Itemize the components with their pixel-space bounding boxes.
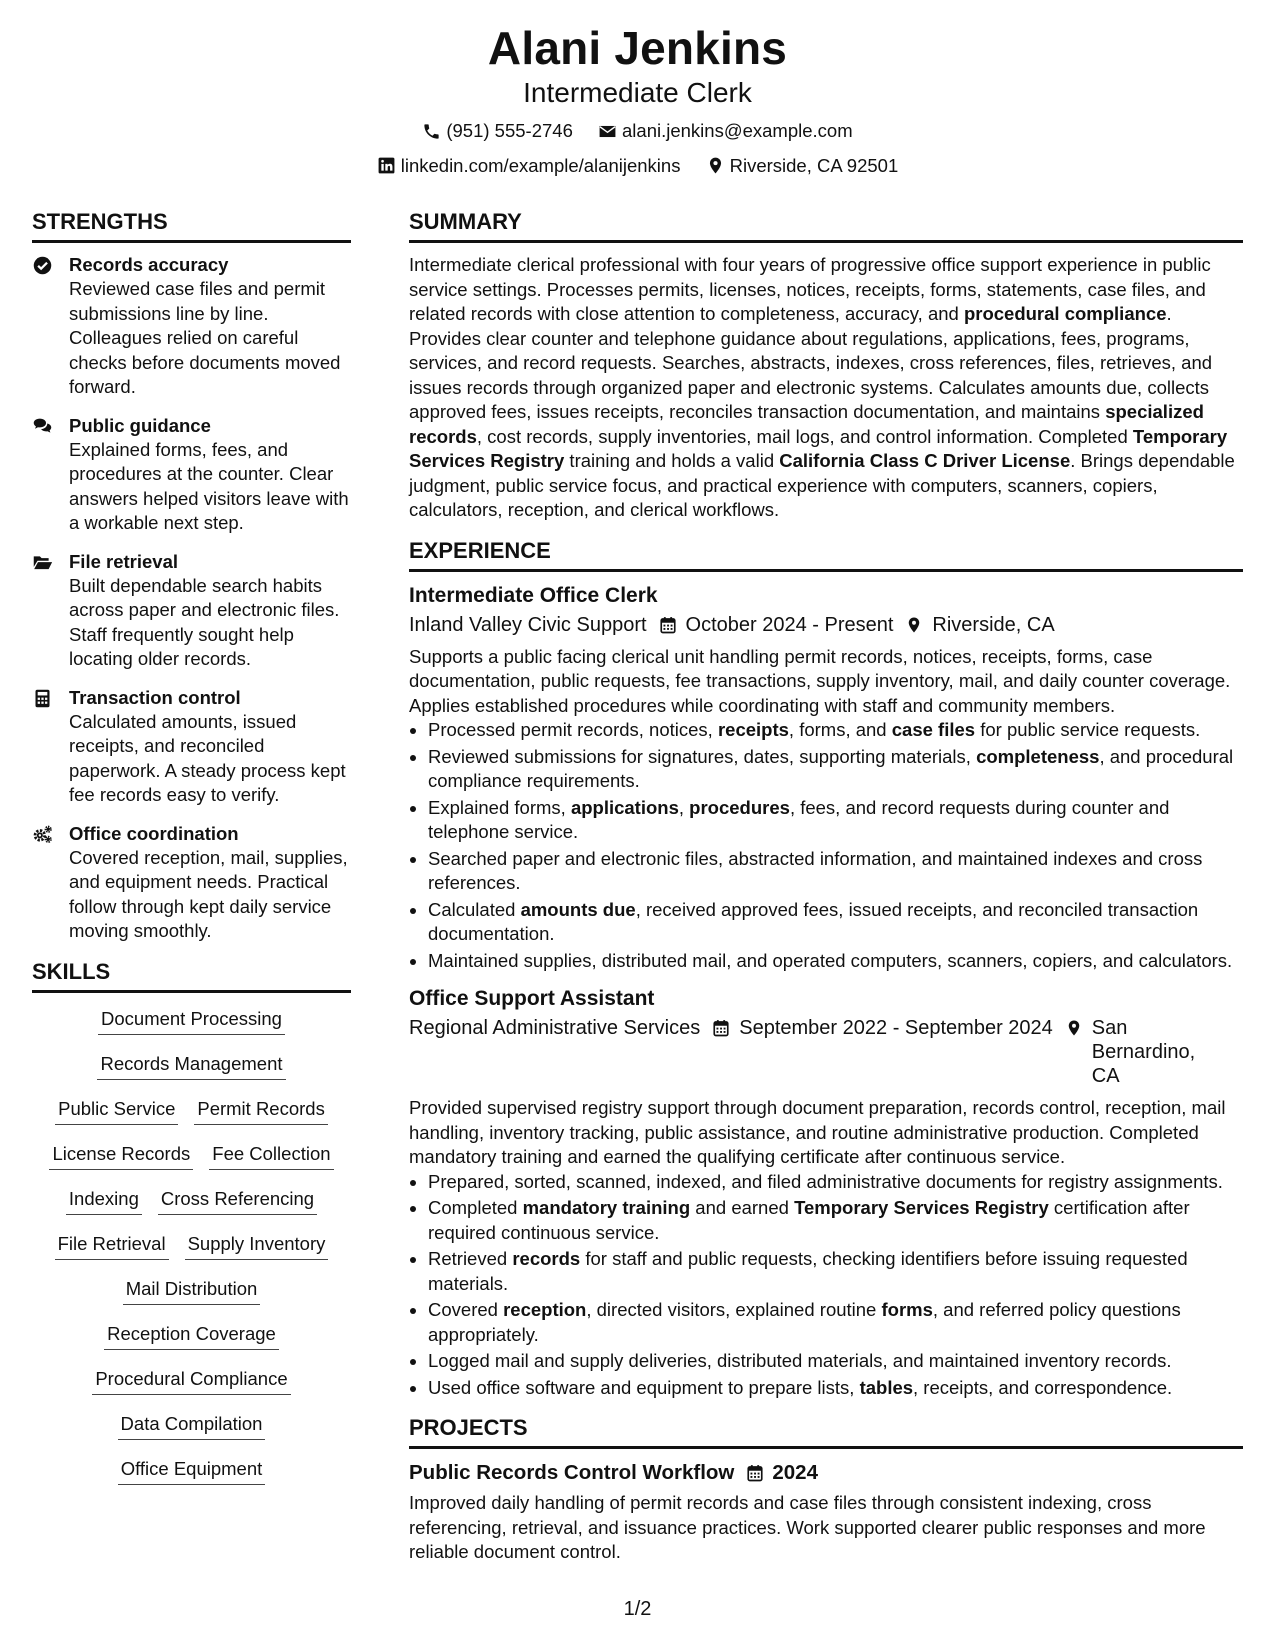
job-bullet [428,1170,1243,1195]
location-contact [706,154,899,178]
text-segment: , forms, and [788,719,892,740]
text-segment: Completed [428,1197,523,1218]
resume-header [0,20,1275,181]
linkedin-text: linkedin.com/example/alanijenkins [400,154,681,176]
skill-tag: Fee Collection [209,1142,333,1170]
text-segment: for staff and public requests, checking identifiers before issuing requested materials. [428,1248,1188,1294]
strength-item [32,414,351,536]
text-segment: , cost records, supply inventories, mail logs, and control information. Completed [476,425,1133,447]
job-dates: October 2024 - Present [685,613,894,636]
skill-tag: Indexing [66,1187,142,1215]
job-bullets [409,1170,1243,1401]
emphasis-text: Temporary Services Registry [794,1197,1049,1218]
contact-row-2 [0,154,1275,182]
text-segment: Explained forms, [428,796,571,818]
skill-row [32,1322,351,1367]
skill-tag: File Retrieval [55,1232,169,1260]
emphasis-text: receipts [717,719,789,740]
folder-open-icon [32,552,53,573]
skill-tag: Supply Inventory [185,1232,329,1260]
project-date: 2024 [772,1461,818,1484]
job-bullet [428,745,1243,794]
summary-heading: SUMMARY [409,208,1243,243]
text-segment: training and holds a valid [564,450,780,471]
emphasis-text: specialized records [409,401,1204,447]
linkedin-contact[interactable] [377,154,681,178]
job-company: Inland Valley Civic Support [409,613,647,636]
text-segment: Maintained supplies, distributed mail, and operated computers, scanners, copiers, and calculators. [428,949,1233,971]
page-number: 1/2 [623,1598,652,1620]
job-entry [409,582,1243,974]
job-bullet [428,718,1243,743]
text-segment: , and procedural compliance requirements. [428,745,1234,791]
emphasis-text: case files [891,719,976,740]
emphasis-text: procedural compliance [963,303,1167,324]
project-description: Improved daily handling of permit records and case files through consistent indexing, cross referencing, retrieval, and issuance practices. Work supported clearer public responses and more reliable document control. [409,1492,1206,1562]
text-segment: , receipts, and correspondence. [913,1376,1173,1398]
phone-icon [422,122,441,141]
emphasis-text: tables [859,1376,914,1398]
text-segment: Calculated [428,898,521,920]
calendar-icon [712,1019,730,1037]
text-segment: , directed visitors, explained routine [586,1299,882,1320]
job-bullet [428,898,1243,947]
linkedin-icon [377,156,396,175]
map-pin-icon [905,616,923,634]
text-segment: Used office software and equipment to prepare lists, [428,1376,860,1398]
check-circle-icon [32,255,53,276]
job-bullets [409,718,1243,973]
emphasis-text: records [512,1248,581,1269]
summary-text [409,253,1243,523]
job-bullet [428,1376,1243,1401]
text-segment: . Provides clear counter and telephone guidance about regulations, applications, fees, programs, services, and record requests. Searches, abstracts, indexes, cross references, files, retrieves, and issues records through organized paper and electronic systems. Calculates amounts due, collects approved fees, issues receipts, reconciles transaction documentation, and maintains [409,303,1213,422]
email-contact[interactable] [598,119,853,143]
job-bullet [428,1349,1243,1374]
skill-tag: Records Management [97,1052,285,1080]
projects-section [409,1414,1243,1565]
strength-item [32,686,351,808]
strength-title: Public guidance [69,414,211,436]
calculator-icon [32,688,53,709]
strength-desc: Covered reception, mail, supplies, and equipment needs. Practical follow through kept daily service moving smoothly. [69,846,348,941]
skill-row [32,1007,351,1052]
skill-tag: Office Equipment [118,1457,266,1485]
skill-tag: Document Processing [98,1007,285,1035]
candidate-headline: Intermediate Clerk [523,77,752,108]
project-entry [409,1459,1243,1565]
skills-section [32,958,351,1502]
strength-desc: Reviewed case files and permit submissions line by line. Colleagues relied on careful checks before documents moved forward. [69,278,341,397]
text-segment: , and referred policy questions appropriately. [428,1299,1181,1345]
strength-item [32,822,351,944]
job-entry [409,985,1243,1400]
gears-icon [32,824,53,845]
text-segment: Searched paper and electronic files, abstracted information, and maintained indexes and cross references. [428,847,1203,893]
skill-row [32,1412,351,1457]
job-company: Regional Administrative Services [409,1017,701,1039]
skill-tag: Procedural Compliance [92,1367,290,1395]
project-title: Public Records Control Workflow [409,1461,735,1484]
job-bullet [428,796,1243,845]
envelope-icon [598,122,617,141]
strength-desc: Calculated amounts, issued receipts, and reconciled paperwork. A steady process kept fee records easy to verify. [69,710,346,805]
job-description: Supports a public facing clerical unit handling permit records, notices, receipts, forms, case documentation, public requests, fee transactions, supply inventory, mail, and daily counter coverage. Applies established procedures while coordinating with staff and community members. [409,645,1231,716]
job-bullet [428,847,1243,896]
skill-tag: Reception Coverage [104,1322,279,1350]
skill-row [32,1142,351,1187]
skill-row [32,1232,351,1277]
strength-item [32,253,351,400]
projects-heading: PROJECTS [409,1414,1243,1449]
skills-heading: SKILLS [32,958,351,993]
skill-row [32,1277,351,1322]
text-segment: Logged mail and supply deliveries, distributed materials, and maintained inventory records. [428,1350,1172,1371]
skill-row [32,1457,351,1502]
job-bullet [428,1196,1243,1245]
location-text: Riverside, CA 92501 [729,154,899,176]
job-description: Provided supervised registry support through document preparation, records control, reception, mail handling, inventory tracking, public assistance, and routine administrative production. Completed mandatory training and earned the qualifying certificate after continuous service. [409,1097,1226,1167]
emphasis-text: completeness [976,745,1100,767]
emphasis-text: forms [881,1299,933,1320]
job-dates: September 2022 - September 2024 [739,1017,1053,1039]
map-pin-icon [706,156,725,175]
strengths-section [32,208,351,944]
emphasis-text: procedures [689,796,790,818]
emphasis-text: reception [503,1299,587,1320]
map-pin-icon [1065,1019,1083,1037]
text-segment: . Brings dependable judgment, public service focus, and practical experience with computers, scanners, copiers, calculators, reception, and clerical workflows. [409,450,1235,520]
candidate-name: Alani Jenkins [487,22,788,74]
email-text: alani.jenkins@example.com [622,120,853,141]
phone-contact[interactable] [422,119,573,143]
job-location: Riverside, CA [932,613,1055,636]
job-bullet [428,1247,1243,1296]
text-segment: Processed permit records, notices, [428,719,718,740]
job-meta [409,613,1243,637]
text-segment: , received approved fees, issued receipts, and reconciled transaction documentation. [428,898,1199,944]
strength-title: Records accuracy [69,254,229,275]
emphasis-text: California Class C Driver License [779,450,1071,471]
text-segment: Reviewed submissions for signatures, dates, supporting materials, [428,745,977,767]
strength-title: Office coordination [69,822,239,844]
skill-row [32,1052,351,1097]
skills-list [32,1003,351,1502]
job-title: Office Support Assistant [409,987,655,1010]
job-location: San Bernardino, CA [1091,1017,1196,1087]
emphasis-text: amounts due [520,898,636,920]
right-column [409,208,1243,1565]
skill-tag: Cross Referencing [158,1187,317,1215]
comments-icon [32,416,53,437]
skill-tag: License Records [49,1142,193,1170]
strength-desc: Built dependable search habits across paper and electronic files. Staff frequently sought help locating older records. [69,574,340,669]
strength-item [32,550,351,672]
strength-title: File retrieval [69,550,179,572]
text-segment: certification after required continuous service. [428,1197,1190,1243]
strengths-heading: STRENGTHS [32,208,351,243]
skill-row [32,1097,351,1142]
text-segment: Covered [428,1299,504,1320]
skill-tag: Permit Records [194,1097,327,1125]
phone-text: (951) 555-2746 [446,120,573,141]
left-column [32,208,351,1502]
job-meta [409,1016,1243,1088]
skill-tag: Mail Distribution [123,1277,261,1305]
text-segment: and earned [690,1197,795,1218]
skill-tag: Public Service [55,1097,178,1125]
summary-section [409,208,1243,523]
skill-row [32,1187,351,1232]
text-segment: Intermediate clerical professional with four years of progressive office support experience in public service settings. Processes permits, licenses, notices, receipts, forms, statements, case files, and related records with close attention to completeness, accuracy, and [409,254,1211,324]
calendar-icon [659,616,677,634]
emphasis-text: mandatory training [522,1197,691,1218]
emphasis-text: applications [570,796,679,818]
skill-row [32,1367,351,1412]
text-segment: , [678,796,690,818]
job-bullet [428,1298,1243,1347]
text-segment: , fees, and record requests during counter and telephone service. [428,796,1170,842]
experience-heading: EXPERIENCE [409,537,1243,572]
text-segment: for public service requests. [975,719,1201,740]
project-title-row [409,1459,1243,1487]
strength-title: Transaction control [69,686,241,708]
calendar-icon [746,1464,764,1482]
emphasis-text: Temporary Services Registry [409,425,1228,471]
strength-desc: Explained forms, fees, and procedures at the counter. Clear answers helped visitors leave with a workable next step. [69,438,349,533]
text-segment: Prepared, sorted, scanned, indexed, and filed administrative documents for registry assignments. [428,1170,1223,1192]
experience-section [409,537,1243,1401]
contact-row-1 [0,119,1275,147]
skill-tag: Data Compilation [118,1412,266,1440]
job-bullet [428,949,1243,974]
job-title: Intermediate Office Clerk [409,583,658,607]
text-segment: Retrieved [428,1248,513,1269]
